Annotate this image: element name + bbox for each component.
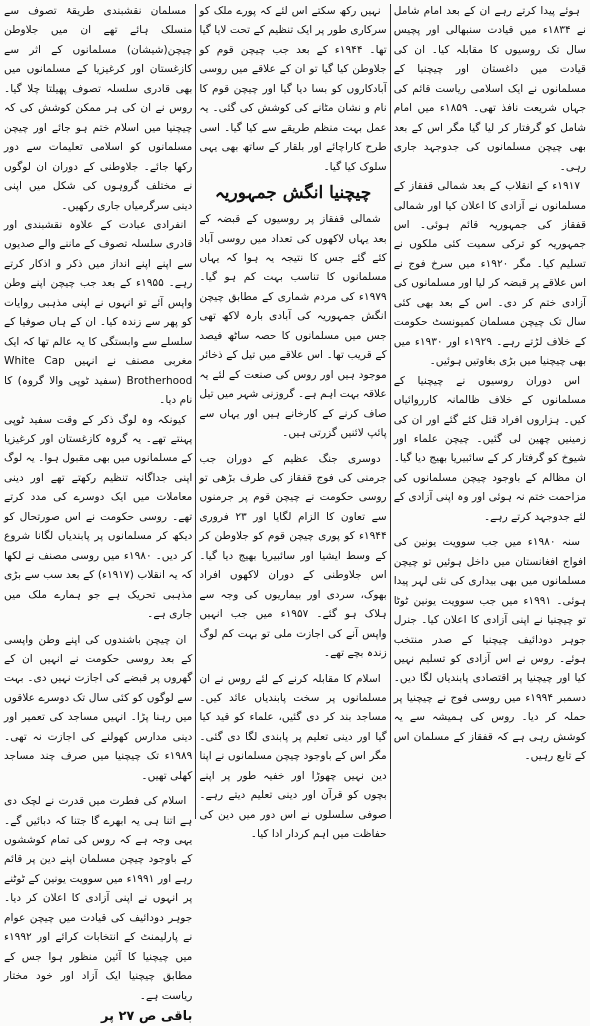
paragraph: انفرادی عبادت کے علاوہ نقشبندی اور قادری سلسلہ تصوف کے ماننے والے صدیوں سے اپنے اپنے انداز میں ذکر و اذکار کرتے رہے۔ ۱۹۵۵ء کے بعد جب چیچن اپنے وطن واپس آئے تو انہوں نے اپنی مذہبی روایات کو پھر سے زندہ کیا۔ ان کے ہاں صوفیا کے سلسلے سے وابستگی کا یہ عالم تھا کہ ایک مغربی مصنف نے انہیں White Cap Brotherhood (سفید ٹوپی والا گروہ) کا نام دیا۔ [4,218,193,407]
paragraph: مسلمان نقشبندی طریقۂ تصوف سے منسلک ہائے تھے ان میں جلاوطن چیچن(شیشان) مسلمانوں کے اثر سے کازغستان اور کرغیزیا کے مسلمانوں میں بھی قادری سلسلہ تصوف پھیلتا چلا گیا۔ روس نے ان کی ہر ممکن کوشش کی کہ چیچنیا میں اسلام ختم ہو جائے اور چیچن مسلمانوں کو اسلامی تعلیمات سے دور رکھا جائے۔ جلاوطنی کے دوران ان لوگوں نے مختلف گروہوں کی شکل میں اپنی دینی سرگرمیاں جاری رکھیں۔ [4,5,193,212]
paragraph: سنہ ۱۹۸۰ء میں جب سوویت یونین کی افواج افغانستان میں داخل ہوئیں تو چیچن مسلمانوں میں بھی بیداری کی نئی لہر پیدا ہوئی۔ ۱۹۹۱ء میں جب سوویت یونین ٹوٹا تو چیچنیا نے اپنی آزادی کا اعلان کیا۔ جنرل جوہر دودائیف چیچنیا کے صدر منتخب ہوئے۔ روس نے اس آزادی کو تسلیم نہیں کیا اور چیچنیا پر اقتصادی پابندیاں لگا دیں۔ دسمبر ۱۹۹۴ء میں روسی فوج نے چیچنیا پر حملہ کر دیا۔ روس کی ہمیشہ سے یہ کوشش رہی ہے کہ قفقاز کے مسلمان اس کے تابع رہیں۔ [393,536,587,763]
column-divider [390,4,391,819]
continued-on-page-note: باقی ص ۲۷ پر [101,1009,193,1025]
article-column-right [2,2,195,1025]
paragraph: دوسری جنگ عظیم کے دوران جب جرمنی کی فوج قفقاز کی طرف بڑھی تو روسی حکومت نے چیچن قوم پر جرمنوں سے تعاون کا الزام لگایا اور ۲۳ فروری ۱۹۴۴ء کو پوری چیچن قوم کو جلاوطن کر کے وسط ایشیا اور سائبیریا بھیج دیا گیا۔ اس جلاوطنی کے دوران لاکھوں افراد بھوک، سردی اور بیماریوں کی وجہ سے ہلاک ہو گئے۔ ۱۹۵۷ء میں جب انہیں واپس آنے کی اجازت ملی تو بہت کم لوگ زندہ بچے تھے۔ [199,452,387,660]
article-column-left [391,2,588,819]
paragraph: شمالی قفقاز پر روسیوں کے قبضہ کے بعد یہاں لاکھوں کی تعداد میں روسی آباد کئے گئے جس کا نتیجہ یہ ہوا کہ یہاں مسلمانوں کا تناسب بہت کم ہو گیا۔ ۱۹۷۹ء کی مردم شماری کے مطابق چیچن انگش جمہوریہ کی آبادی بارہ لاکھ تھی جس میں مسلمانوں کا حصہ ساٹھ فیصد کے قریب تھا۔ اس علاقے میں تیل کے ذخائر موجود ہیں اور روس کی صنعت کے لئے یہ علاقہ بہت اہم ہے۔ گروزنی شہر میں تیل صاف کرنے کے کارخانے ہیں اور یہاں سے پائپ لائنیں گزرتی ہیں۔ [199,213,387,440]
section-heading: چیچنیا انگش جمہوریہ [214,183,372,204]
paragraph: ۱۹۱۷ء کے انقلاب کے بعد شمالی قفقاز کے مسلمانوں نے آزادی کا اعلان کیا اور شمالی قفقاز کی جمہوریہ قائم ہوئی۔ اس جمہوریہ کو ترکی سمیت کئی ملکوں نے تسلیم کیا۔ مگر ۱۹۲۰ء میں سرخ فوج نے اس علاقے پر قبضہ کر لیا اور مسلمانوں کی آزادی ختم کر دی۔ اس کے بعد بھی کئی سال تک چیچن مسلمان کمیونسٹ حکومت کے خلاف لڑتے رہے۔ ۱۹۲۹ء اور ۱۹۳۰ء میں بھی چیچنیا میں بڑی بغاوتیں ہوئیں۔ [393,180,587,368]
paragraph: کیونکہ وہ لوگ ذکر کے وقت سفید ٹوپی پہنتے تھے۔ یہ گروہ کازغستان اور کرغیزیا کے مسلمانوں میں بھی مقبول ہوا۔ یہ لوگ اپنی جداگانہ تنظیم رکھتے تھے اور دینی معاملات میں ایک دوسرے کی مدد کرتے تھے۔ روسی حکومت نے اس صورتحال کو دیکھ کر مسلمانوں پر پابندیاں لگانا شروع کر دیں۔ ۱۹۸۰ء میں روسی مصنف نے لکھا کہ یہ انقلاب (۱۹۱۷ء) کے بعد سب سے بڑی مذہبی تحریک ہے جو ہمارے ملک میں جاری ہے۔ [4,413,193,621]
paragraph: اسلام کی فطرت میں قدرت نے لچک دی ہے اتنا ہی یہ ابھرے گا جتنا کہ دبائیں گے۔ یہی وجہ ہے کہ روس کی تمام کوششوں کے باوجود چیچن مسلمان اپنے دین پر قائم رہے اور ۱۹۹۱ء میں سوویت یونین کے ٹوٹنے پر انہوں نے اپنی آزادی کا اعلان کر دیا۔ جوہر دودائیف کی قیادت میں چیچن عوام نے پارلیمنٹ کے انتخابات کرائے اور ۱۹۹۲ء میں چیچنیا کا آئین منظور ہوا جس کے مطابق چیچنیا ایک آزاد اور خود مختار ریاست ہے۔ [4,795,193,1002]
paragraph: ہوئے پیدا کرتے رہے ان کے بعد امام شامل نے ۱۸۳۴ء میں قیادت سنبھالی اور پچیس سال تک روسیوں کا مقابلہ کیا۔ ان کی قیادت میں داغستان اور چیچنیا کے مسلمانوں نے ایک اسلامی ریاست قائم کی جہاں شریعت نافذ تھی۔ ۱۸۵۹ء میں امام شامل کو گرفتار کر لیا گیا مگر اس کے بعد بھی چیچن مسلمانوں کی جدوجہد جاری رہی۔ [393,5,587,173]
paragraph: اس دوران روسیوں نے چیچنیا کے مسلمانوں کے خلاف ظالمانہ کارروائیاں کیں۔ ہزاروں افراد قتل کئے گئے اور ان کی زمینیں چھین لی گئیں۔ چیچن علماء اور شیوخ کو گرفتار کر کے سائبیریا بھیج دیا گیا۔ ان مظالم کے باوجود چیچن مسلمانوں کی مزاحمت ختم نہ ہوئی اور وہ اپنی آزادی کے لئے جدوجہد کرتے رہے۔ [393,374,587,523]
article-column-middle [196,2,389,841]
column-divider [195,4,196,819]
paragraph: اسلام کا مقابلہ کرنے کے لئے روس نے ان مسلمانوں پر سخت پابندیاں عائد کیں۔ مساجد بند کر دی گئیں، علماء کو قید کیا گیا اور دینی تعلیم پر پابندی لگا دی گئی۔ مگر اس کے باوجود چیچن مسلمانوں نے اپنا دین نہیں چھوڑا اور خفیہ طور پر اپنے بچوں کو قرآن اور دینی تعلیم دیتے رہے۔ صوفی سلسلوں نے اس دور میں دین کی حفاظت میں اہم کردار ادا کیا۔ [199,672,387,841]
paragraph: ان چیچن باشندوں کی اپنے وطن واپسی کے بعد روسی حکومت نے انہیں ان کے گھروں پر قبضے کی اجازت نہیں دی۔ بہت سے لوگوں کو کئی سال تک دوسرے علاقوں میں رہنا پڑا۔ انہیں مساجد کی تعمیر اور دینی مدارس کھولنے کی اجازت نہ تھی۔ ۱۹۸۹ء تک چیچنیا میں صرف چند مساجد کھلی تھیں۔ [4,633,193,782]
paragraph: نہیں رکھ سکتے اس لئے کہ پورے ملک کو سرکاری طور پر ایک تنظیم کے تحت لایا گیا تھا۔ ۱۹۴۴ء کے بعد جب چیچن قوم کو جلاوطن کیا گیا تو ان کے علاقے میں روسی آبادکاروں کو بسا دیا گیا اور چیچن قوم کا نام و نشان مٹانے کی کوشش کی گئی۔ یہ عمل بہت منظم طریقے سے کیا گیا۔ اسی طرح کاراچائے اور بلقار کے ساتھ بھی یہی سلوک کیا گیا۔ [199,5,387,173]
